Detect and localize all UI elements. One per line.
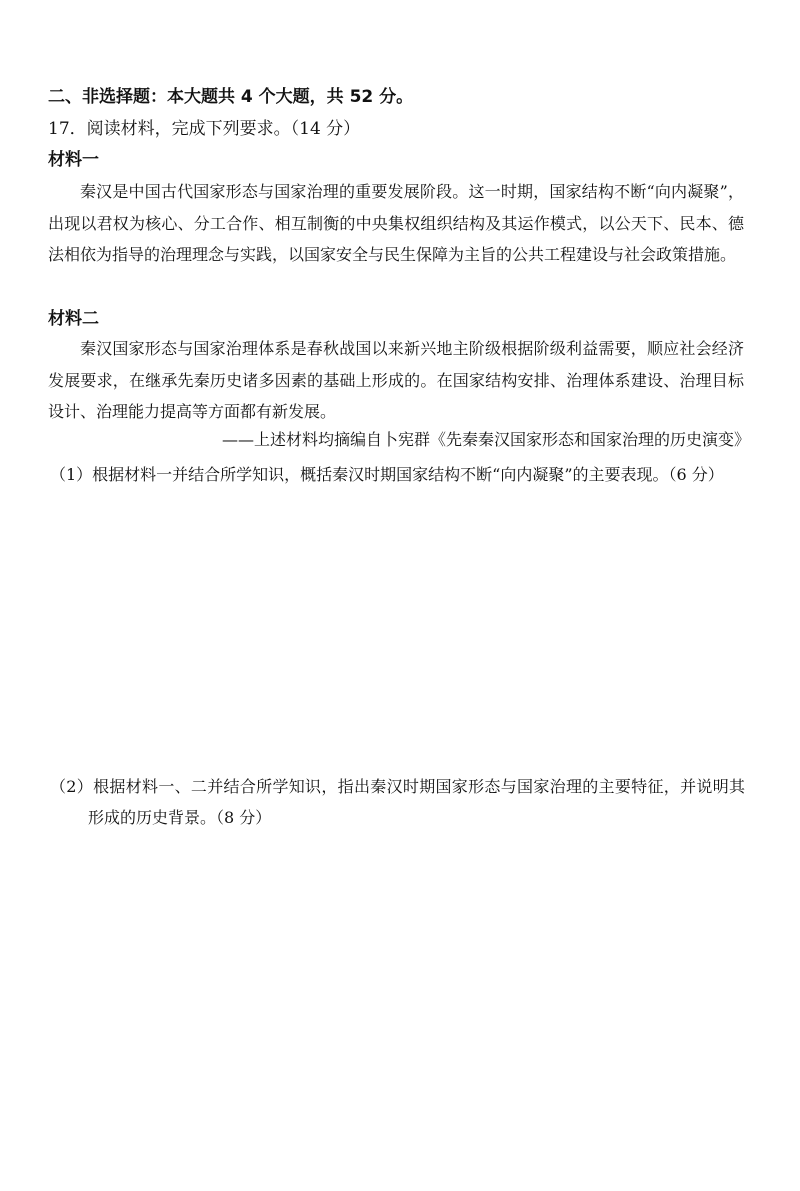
section-heading: 二、非选择题：本大题共 4 个大题，共 52 分。 (48, 87, 414, 107)
question-17-title: 17．阅读材料，完成下列要求。（14 分） (48, 119, 361, 139)
answer-space-1 (48, 525, 748, 760)
material-2-label: 材料二 (48, 309, 99, 329)
material-1-text: 秦汉是中国古代国家形态与国家治理的重要发展阶段。这一时期，国家结构不断“向内凝聚”，出现以君权为核心、分工合作、相互制衡的中央集权组织结构及其运作模式，以公天下、民本、德法相依为指导的治理理念与实践，以国家安全与民生保障为主旨的公共工程建设与社会政策措施。 (48, 182, 744, 264)
answer-space-2 (48, 835, 748, 1155)
sub-question-2: （2）根据材料一、二并结合所学知识，指出秦汉时期国家形态与国家治理的主要特征，并说明其形成的历史背景。（8 分） (50, 777, 745, 827)
sub-question-1: （1）根据材料一并结合所学知识，概括秦汉时期国家结构不断“向内凝聚”的主要表现。（6 分） (50, 465, 724, 484)
material-2-text: 秦汉国家形态与国家治理体系是春秋战国以来新兴地主阶级根据阶级利益需要，顺应社会经济发展要求，在继承先秦历史诸多因素的基础上形成的。在国家结构安排、治理体系建设、治理目标设计、治理能力提高等方面都有新发展。 (48, 339, 744, 421)
material-source-citation: ——上述材料均摘编自卜宪群《先秦秦汉国家形态和国家治理的历史演变》 (221, 430, 750, 449)
material-1-label: 材料一 (48, 150, 99, 170)
